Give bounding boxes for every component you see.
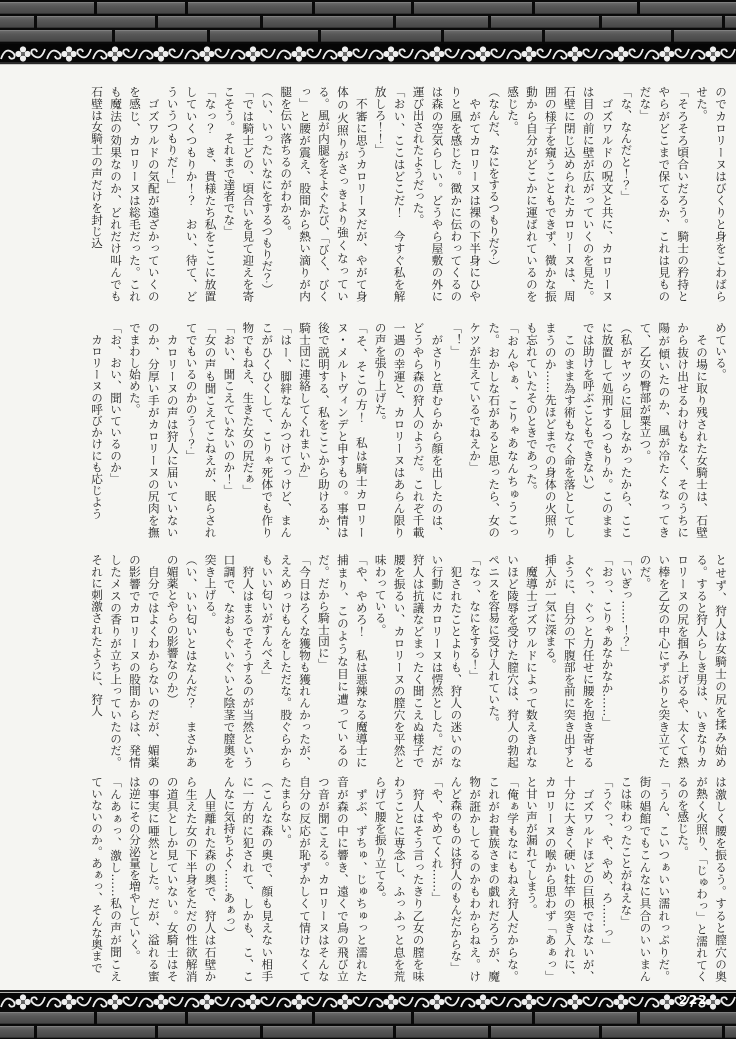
flower-icon bbox=[184, 992, 230, 1012]
flower-icon bbox=[46, 992, 92, 1012]
paragraph: 「今日はろくな獲物も獲れんかったが、ええめっけもんをしただな。股ぐらからもいい匂いがすんべえ」 bbox=[260, 554, 313, 768]
paragraph: ぐっ、ぐっと力任せに腰を抱き寄せるように、自分の下腹部を前に突き出すと挿入が一気に深まる。 bbox=[543, 554, 596, 768]
paragraph: このまま為す術もなく命を落としてしまうのか……先ほどまでの身体の火照りも忘れていたそのときであった。 bbox=[524, 322, 577, 538]
flower-icon bbox=[138, 992, 184, 1012]
paragraph: （こんな森の奥で、顔も見えない相手に一方的に犯されて、しかも、こ、こんなに気持ちよく……あぁっ） bbox=[222, 776, 275, 982]
flower-icon bbox=[414, 992, 460, 1012]
flower-icon bbox=[598, 44, 644, 64]
paragraph: 「お、おい、聞いているのか」 bbox=[109, 322, 123, 485]
paragraph: 魔導士ゴズワルドによって数えきれないほど陵辱を受けた膣穴は、狩人の勃起ペニスを容易に受け入れていた。 bbox=[487, 554, 539, 768]
top-brick-border bbox=[0, 0, 736, 44]
brick bbox=[725, 1026, 736, 1038]
brick bbox=[0, 16, 34, 28]
paragraph: 「では騎士どの、頃合いを見て迎えを寄こそう。それまで達者でな」 bbox=[222, 86, 256, 302]
brick bbox=[674, 30, 736, 42]
brick-row bbox=[0, 16, 736, 28]
flower-icon bbox=[92, 44, 138, 64]
brick bbox=[640, 2, 736, 14]
paragraph: 不審に思うカロリーヌだが、やがて身体の火照りがさっきより強くなっている。風が内腿をそよぐたび、「びく、びくっ」と腰が震え、股間から熱い滴りが内腿を伝い落ちるのがわかる。 bbox=[279, 86, 369, 302]
paragraph: ゴズワルドの気配が遠ざかっていくのを感じ、カロリーヌは総毛だった。これも魔法の効果なのか、どれだけ叫んでも石壁は女騎士の声だけを封じ込 bbox=[90, 86, 161, 302]
text-band-2 bbox=[44, 322, 730, 538]
brick bbox=[210, 30, 318, 42]
flower-icon bbox=[322, 44, 368, 64]
paragraph: （い、いったいなにをするつもりだ？） bbox=[260, 86, 275, 295]
brick bbox=[491, 1026, 599, 1038]
flower-icon bbox=[276, 992, 322, 1012]
brick-row bbox=[0, 30, 736, 42]
paragraph: 狩人はそう言ったきり乙女の膣を味わうことに専念し、ふっふっと息を荒らげて腰を振り立てる。 bbox=[373, 776, 426, 982]
paragraph: 自分ではよくわからないのだが、媚薬の影響でカロリーヌの股間からは、発情したメスの香りが立ち上っていたのだ。それに刺激されたように、狩人 bbox=[90, 554, 161, 768]
paragraph: 「おい、聞こえていないのか！」 bbox=[222, 322, 237, 496]
brick bbox=[158, 16, 260, 28]
brick bbox=[188, 1012, 312, 1024]
flower-icon bbox=[644, 44, 690, 64]
flower-icon bbox=[230, 992, 276, 1012]
flower-icon bbox=[598, 992, 644, 1012]
paragraph: 「女の声も聞こえてこねえが、眠らされてでもいるのかのう～？」 bbox=[184, 322, 218, 538]
paragraph: 「んあぁっ、激し……私の声が聞こえていないのか。あぁっ、そんな奥まで bbox=[90, 776, 123, 982]
brick bbox=[414, 1012, 532, 1024]
brick bbox=[535, 1012, 637, 1024]
flower-icon bbox=[138, 44, 184, 64]
brick bbox=[0, 2, 94, 14]
paragraph: その場に取り残された女騎士は、石壁から抜け出せるわけもなく、そのうちに陽が傾いたのか、風が冷たくなってきて、乙女の臀部が粟立つ。 bbox=[638, 322, 710, 538]
brick bbox=[115, 30, 207, 42]
text-band-1 bbox=[44, 86, 730, 302]
bottom-brick-border bbox=[0, 1010, 736, 1039]
brick bbox=[444, 30, 542, 42]
flower-icon bbox=[0, 992, 46, 1012]
brick bbox=[315, 1012, 411, 1024]
brick bbox=[725, 16, 736, 28]
brick bbox=[315, 2, 411, 14]
flower-icon bbox=[460, 44, 506, 64]
flower-icon bbox=[92, 992, 138, 1012]
flower-icon bbox=[552, 992, 598, 1012]
brick bbox=[0, 1012, 94, 1024]
brick bbox=[158, 1026, 260, 1038]
flower-icon bbox=[322, 992, 368, 1012]
brick-row bbox=[0, 1026, 736, 1038]
paragraph: 「いぎっ……！？」 bbox=[619, 554, 634, 659]
page-number: 222 bbox=[678, 992, 708, 1007]
flower-icon bbox=[552, 44, 598, 64]
paragraph: 「おっ、こりゃあなかなか……」 bbox=[600, 554, 615, 728]
brick bbox=[263, 1026, 393, 1038]
paragraph: 「うん、こいつぁいい濡れっぷりだ。街の娼館でもこんなに具合のいいまんこは味わったことがねえな」 bbox=[619, 776, 672, 982]
text-band-3 bbox=[44, 554, 730, 768]
paragraph: 「俺ぁ学もなにもねえ狩人だからな。これがお貴族さまの戯れだろうが、魔物が誑かしてるのかもわからねえ。けんど森のものは狩人のもんだからな」 bbox=[449, 776, 521, 982]
paragraph: 「うぐっ、や、やめ、ろ……っ」 bbox=[600, 776, 615, 950]
brick bbox=[263, 16, 393, 28]
paragraph: は激しく腰を振るう。すると膣穴の奥が熱く火照り、「じゅわっ」と濡れてくるのを感じた。 bbox=[676, 776, 728, 982]
paragraph: がさりと草むらから顔を出したのは、どうやら森の狩人のようだ。これぞ千載一遇の幸運と、カロリーヌはあらん限りの声を張り上げた。 bbox=[373, 322, 445, 538]
brick bbox=[491, 16, 599, 28]
paragraph: ゴズワルドの呪文と共に、カロリーヌは目の前に壁が広がっていくのを見た。石壁に閉じ込められたカロリーヌは、周囲の様子を窺うこともできず、微かな振動から自分がどこかに運ばれているのを感じた。 bbox=[506, 86, 615, 302]
brick bbox=[640, 1012, 736, 1024]
brick bbox=[535, 2, 637, 14]
brick bbox=[396, 1026, 488, 1038]
paragraph: 「はー、脚絆なんかつけてっけど、まんこがひくひくして、こりゃ死体でも作り物でもねえ、生きた女の尻だぁ」 bbox=[241, 322, 294, 538]
flower-icon bbox=[46, 44, 92, 64]
brick bbox=[37, 16, 155, 28]
brick bbox=[97, 1012, 185, 1024]
paragraph: 「なっ？ き、貴様たち私をここに放置していくつもりか！？ おい、待て、どういうつもりだ！」 bbox=[165, 86, 218, 302]
paragraph: 「おんやぁ、こりゃあなんちゅうこった。おかしな石があると思ったら、女のケツが生えているでねえか」 bbox=[468, 322, 521, 538]
paragraph: （い、いい匂いとはなんだ？ まさかあの媚薬とやらの影響なのか） bbox=[165, 554, 199, 768]
brick bbox=[0, 1026, 34, 1038]
flower-icon bbox=[230, 44, 276, 64]
paragraph: 狩人はまるでそうするのが当然という口調で、なおもぐいぐいと陰茎で膣奥を突き上げる。 bbox=[203, 554, 256, 768]
text-band-4 bbox=[44, 776, 730, 982]
paragraph: 「や、やめろ！ 私は悪辣なる魔導士に捕まり、このような目に遭っているのだ。だから騎士団に」 bbox=[316, 554, 369, 768]
paragraph: （なんだ、なにをするつもりだ？） bbox=[487, 86, 502, 272]
brick bbox=[414, 2, 532, 14]
brick bbox=[396, 16, 488, 28]
brick-row bbox=[0, 1012, 736, 1024]
flower-icon bbox=[506, 992, 552, 1012]
paragraph: 「や、やめてくれ……」 bbox=[430, 776, 445, 904]
paragraph: 「そ、そこの方！ 私は騎士カロリーヌ・メルトヴィンデと申すもの。事情は後で説明する、私をここから助けるか、騎士団に連絡してくれまいか」 bbox=[298, 322, 369, 538]
flower-icon bbox=[506, 44, 552, 64]
paragraph: カロリーヌの声は狩人に届いていないのか、分厚い手がカロリーヌの尻肉を撫でまわし始めた。 bbox=[127, 322, 180, 538]
top-ornament-band bbox=[0, 44, 736, 65]
flower-icon bbox=[184, 44, 230, 64]
paragraph: 「そろそろ頃合いだろう。騎士の矜持とやらがどこまで保てるか、これは見ものだな」 bbox=[638, 86, 691, 302]
paragraph: 「！」 bbox=[449, 322, 464, 357]
paragraph: 「な、なんだと！？」 bbox=[619, 86, 634, 202]
flower-icon bbox=[368, 44, 414, 64]
bottom-ornament-band bbox=[0, 990, 736, 1012]
paragraph: 「おい、ここはどこだ！ 今すぐ私を解放しろ！！」 bbox=[373, 86, 407, 302]
paragraph: のでカロリーヌはびくりと身をこわばらせた。 bbox=[695, 86, 728, 302]
brick bbox=[0, 30, 112, 42]
paragraph: 犯されたことよりも、狩人の迷いのない行動にカロリーヌは愕然とした。だが狩人は抗議などまったく聞こえぬ様子で腰を振るい、カロリーヌの膣穴を平然と味わっている。 bbox=[373, 554, 464, 768]
paragraph: ゴズワルドほどの巨根ではないが、十分に大きく硬い牡竿の突き入れに、カロリーヌの喉から思わず「あぁっ」と甘い声が漏れてしまう。 bbox=[524, 776, 596, 982]
brick bbox=[602, 16, 722, 28]
flower-icon bbox=[368, 992, 414, 1012]
brick bbox=[321, 30, 441, 42]
paragraph: 人里離れた森の奥で、狩人は石壁から生えた女の下半身をただの性欲解消の道具としか見ていない。女騎士はその事実に唖然とした。だが、溢れる蜜は逆にその分泌量を増やしていく。 bbox=[127, 776, 218, 982]
brick bbox=[188, 2, 312, 14]
brick bbox=[97, 2, 185, 14]
flower-icon bbox=[690, 44, 736, 64]
paragraph: カロリーヌの呼びかけにも応じよう bbox=[90, 322, 105, 520]
brick bbox=[602, 1026, 722, 1038]
paragraph: 「なっ、なにをする！」 bbox=[468, 554, 483, 682]
paragraph: やがてカロリーヌは裸の下半身にひやりと風を感じた。微かに伝わってくるのは森の空気らしい。どうやら屋敷の外に運び出されたようだった。 bbox=[411, 86, 483, 302]
brick-row bbox=[0, 2, 736, 14]
brick bbox=[37, 1026, 155, 1038]
brick bbox=[545, 30, 671, 42]
paragraph: とせず、狩人は女騎士の尻を揉み始める。すると狩人らしき男は、いきなりカロリーヌの尻を掴み上げるや、太くて熱い棒を乙女の中心にずぶりと突き立てたのだ。 bbox=[638, 554, 728, 768]
paragraph: （私がヤツらに屈しなかったから、ここに放置して処刑するつもりか。このままでは助けを呼ぶこともできない） bbox=[581, 322, 634, 538]
paragraph: めている。 bbox=[714, 322, 728, 380]
paragraph: ずぶ、ずちゅ、じゅちゅっと濡れた音が森の中に響き、遠くで鳥の飛び立つ音が聞こえる。カロリーヌはそんな自分の反応が恥ずかしくて情けなくてたまらない。 bbox=[279, 776, 369, 982]
flower-icon bbox=[276, 44, 322, 64]
flower-icon bbox=[460, 992, 506, 1012]
flower-icon bbox=[0, 44, 46, 64]
flower-icon bbox=[414, 44, 460, 64]
